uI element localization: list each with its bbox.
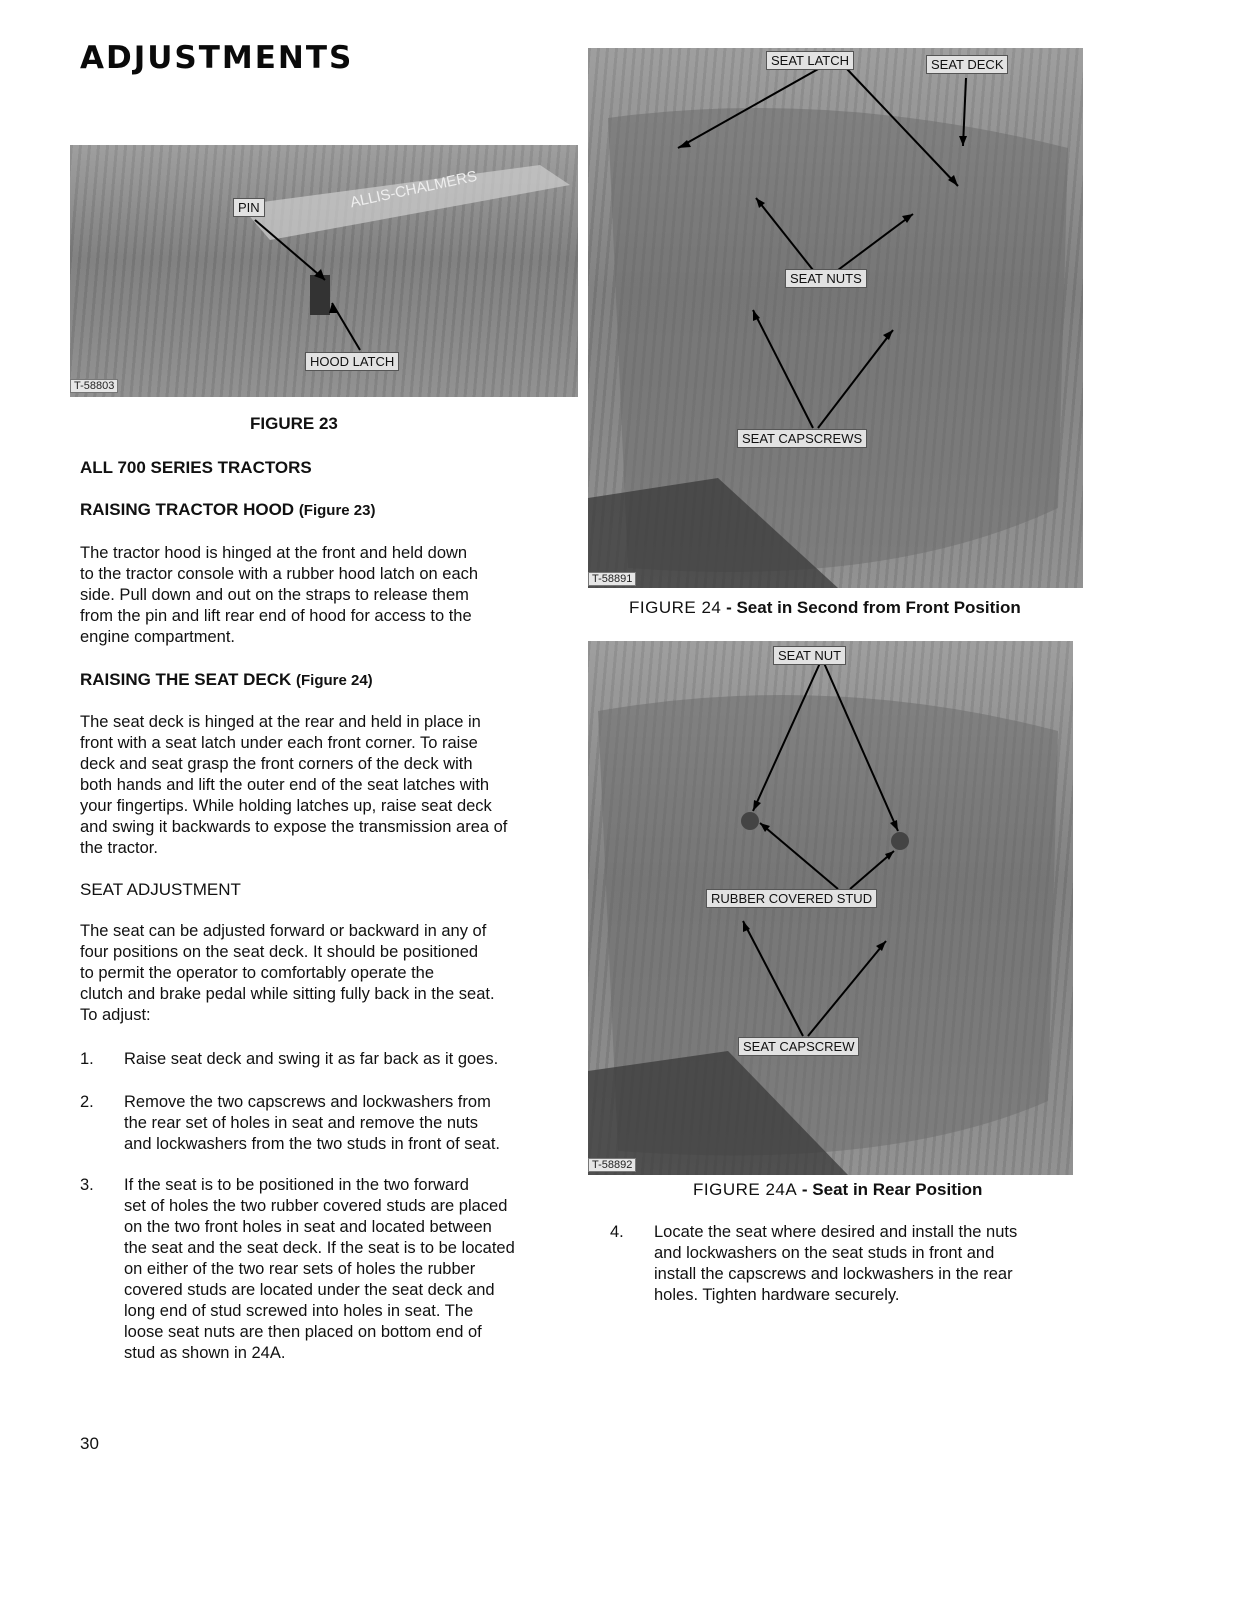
step-text <box>124 1092 574 1155</box>
figure-24a-photo <box>588 641 1073 1175</box>
brand-label: ALLIS-CHALMERS <box>348 167 479 212</box>
text-line: The seat deck is hinged at the rear and held in place in <box>80 713 481 731</box>
step-number: 3. <box>80 1176 94 1194</box>
figure-23-tag: T-58803 <box>70 379 118 393</box>
figure-24-caption-number: FIGURE 24 <box>629 598 722 617</box>
figure-24a-caption-text: - Seat in Rear Position <box>797 1180 983 1199</box>
text-line: and swing it backwards to expose the transmission area of <box>80 818 508 836</box>
text-line: on either of the two rear sets of holes the rubber <box>124 1260 476 1278</box>
seat-deck-label: SEAT DECK <box>926 55 1008 74</box>
step-number: 1. <box>80 1050 94 1068</box>
text-line: to permit the operator to comfortably operate the <box>80 964 435 982</box>
figure-24-photo <box>588 48 1083 588</box>
text-line: deck and seat grasp the front corners of the deck with <box>80 755 473 773</box>
seat-nuts-label: SEAT NUTS <box>785 269 867 288</box>
step-text <box>124 1175 574 1364</box>
text-line: set of holes the two rubber covered studs are placed <box>124 1197 508 1215</box>
hood-paragraph <box>80 543 570 648</box>
text-line: covered studs are located under the seat deck and <box>124 1281 495 1299</box>
figure-24a-caption-number: FIGURE 24A <box>693 1180 798 1199</box>
seat-nut-label: SEAT NUT <box>773 646 846 665</box>
text-line: side. Pull down and out on the straps to release them <box>80 586 469 604</box>
step-text <box>124 1049 574 1070</box>
text-line: clutch and brake pedal while sitting fully back in the seat. <box>80 985 495 1003</box>
text-line: If the seat is to be positioned in the two forward <box>124 1176 469 1194</box>
seat-adjustment-paragraph <box>80 921 570 1026</box>
text-line: The tractor hood is hinged at the front and held down <box>80 544 468 562</box>
text-line: four positions on the seat deck. It should be positioned <box>80 943 479 961</box>
step-number: 4. <box>610 1223 624 1241</box>
step-4 <box>610 1222 1080 1310</box>
text-line: Remove the two capscrews and lockwashers from <box>124 1093 491 1111</box>
seat-deck-heading <box>80 670 373 690</box>
figure-23-photo <box>70 145 578 397</box>
step-3 <box>80 1175 580 1365</box>
hood-heading <box>80 500 376 520</box>
figure-23-caption: FIGURE 23 <box>250 414 338 433</box>
seat-capscrew-label: SEAT CAPSCREW <box>738 1037 859 1056</box>
text-line: your fingertips. While holding latches up, raise seat deck <box>80 797 492 815</box>
text-line: from the pin and lift rear end of hood for access to the <box>80 607 472 625</box>
figure-24-arrows <box>588 48 1083 588</box>
text-line: on the two front holes in seat and located between <box>124 1218 492 1236</box>
figure-24a-tag: T-58892 <box>588 1158 636 1172</box>
text-line: the tractor. <box>80 839 158 857</box>
text-line: front with a seat latch under each front corner. To raise <box>80 734 478 752</box>
text-line: long end of stud screwed into holes in seat. The <box>124 1302 474 1320</box>
seat-capscrews-label: SEAT CAPSCREWS <box>737 429 867 448</box>
rubber-covered-stud-label: RUBBER COVERED STUD <box>706 889 877 908</box>
pin-label: PIN <box>233 198 265 217</box>
page-title: ADJUSTMENTS <box>80 40 354 76</box>
figure-24-caption <box>629 598 1021 618</box>
hood-heading-ref: (Figure 23) <box>298 502 376 519</box>
step-number: 2. <box>80 1093 94 1111</box>
text-line: The seat can be adjusted forward or backward in any of <box>80 922 487 940</box>
text-line: the seat and the seat deck. If the seat is to be located <box>124 1239 515 1257</box>
text-line: engine compartment. <box>80 628 236 646</box>
text-line: holes. Tighten hardware securely. <box>654 1286 900 1304</box>
text-line: To adjust: <box>80 1006 151 1024</box>
text-line: the rear set of holes in seat and remove the nuts <box>124 1114 479 1132</box>
text-line: stud as shown in 24A. <box>124 1344 286 1362</box>
figure-24-caption-text: - Seat in Second from Front Position <box>721 598 1021 617</box>
seat-latch-label: SEAT LATCH <box>766 51 854 70</box>
seat-deck-heading-ref: (Figure 24) <box>296 672 373 689</box>
text-line: loose seat nuts are then placed on bottom end of <box>124 1323 482 1341</box>
text-line: both hands and lift the outer end of the seat latches with <box>80 776 490 794</box>
seat-deck-heading-text: RAISING THE SEAT DECK <box>80 670 292 689</box>
page-number: 30 <box>80 1434 99 1453</box>
series-heading: ALL 700 SERIES TRACTORS <box>80 458 312 477</box>
text-line: Raise seat deck and swing it as far back as it goes. <box>124 1050 499 1068</box>
step-1 <box>80 1049 580 1071</box>
step-text <box>654 1222 1074 1306</box>
hood-latch-label: HOOD LATCH <box>305 352 399 371</box>
figure-24a-arrows <box>588 641 1073 1175</box>
step-2 <box>80 1092 580 1158</box>
figure-24a-caption <box>693 1180 982 1200</box>
seat-deck-paragraph <box>80 712 570 859</box>
seat-adjustment-heading: SEAT ADJUSTMENT <box>80 880 241 899</box>
hood-heading-text: RAISING TRACTOR HOOD <box>80 500 295 519</box>
text-line: and lockwashers on the seat studs in front and <box>654 1244 995 1262</box>
text-line: and lockwashers from the two studs in front of seat. <box>124 1135 501 1153</box>
figure-24-tag: T-58891 <box>588 572 636 586</box>
text-line: Locate the seat where desired and install the nuts <box>654 1223 1018 1241</box>
text-line: to the tractor console with a rubber hood latch on each <box>80 565 479 583</box>
text-line: install the capscrews and lockwashers in the rear <box>654 1265 1013 1283</box>
